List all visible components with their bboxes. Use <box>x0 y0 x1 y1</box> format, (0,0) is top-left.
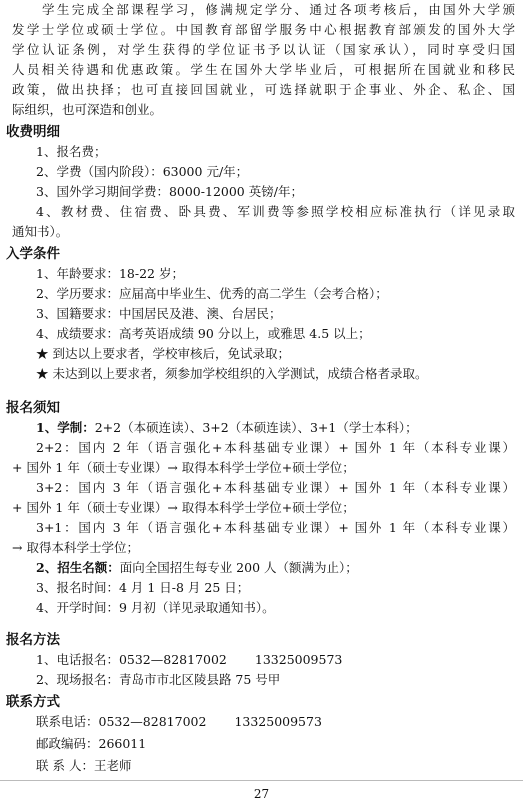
intro-line-3: 学位认证条例，对学生获得的学位证书予以认证（国家承认），同时享受归国 <box>12 42 515 57</box>
register-phone-label: 1、电话报名：0532—82817002 <box>36 652 227 667</box>
notice-item-2-text: 面向全国招生每专业 200 人（额满为止）； <box>119 560 358 575</box>
admission-item-2: 2、学历要求：应届高中毕业生、优秀的高二学生（会考合格）； <box>36 286 388 301</box>
page-footer <box>0 780 523 808</box>
fees-heading: 收费明细 <box>6 124 60 140</box>
program-3-1-line-1: 3+1：国内 3 年（语言强化+本科基础专业课）+ 国外 1 年（本科专业课） <box>36 520 515 535</box>
notice-item-1-label: 1、学制： <box>36 420 95 435</box>
fees-item-4-cont: 通知书）。 <box>12 224 69 239</box>
contact-postcode: 邮政编码：266011 <box>36 736 147 751</box>
admission-star-1: ★ 到达以上要求者，学校审核后，免试录取； <box>36 346 290 361</box>
contact-heading: 联系方式 <box>6 694 60 710</box>
admission-star-2: ★ 未达到以上要求者，须参加学校组织的入学测试，成绩合格者录取。 <box>36 366 428 381</box>
notice-item-2-label: 2、招生名额： <box>36 560 120 575</box>
contact-person: 联 系 人：王老师 <box>36 758 132 773</box>
fees-item-4: 4、教材费、住宿费、卧具费、军训费等参照学校相应标准执行（详见录取 <box>36 204 515 219</box>
fees-item-1: 1、报名费； <box>36 144 107 159</box>
admission-item-1: 1、年龄要求：18-22 岁； <box>36 266 184 281</box>
program-3-2-line-2: + 国外 1 年（硕士专业课）→ 取得本科学士学位+硕士学位； <box>12 500 355 515</box>
fees-item-2: 2、学费（国内阶段）：63000 元/年； <box>36 164 249 179</box>
page-number: 27 <box>253 787 270 801</box>
program-3-2-line-1: 3+2：国内 3 年（语言强化+本科基础专业课）+ 国外 1 年（本科专业课） <box>36 480 515 495</box>
intro-line-1: 学生完成全部课程学习，修满规定学分、通过各项考核后，由国外大学颁 <box>42 2 515 17</box>
intro-line-5: 政策，做出抉择；也可直接回国就业，可选择就职于企事业、外企、私企、国 <box>12 82 515 97</box>
fees-item-3: 3、国外学习期间学费：8000-12000 英镑/年； <box>36 184 303 199</box>
notice-item-3: 3、报名时间：4 月 1 日-8 月 25 日； <box>36 580 250 595</box>
contact-phone-mobile: 13325009573 <box>234 714 322 729</box>
admission-item-3: 3、国籍要求：中国居民及港、澳、台居民； <box>36 306 282 321</box>
intro-line-6: 际组织，也可深造和创业。 <box>12 102 163 117</box>
program-3-1-line-2: → 取得本科学士学位； <box>12 540 139 555</box>
notice-item-1-text: 2+2（本硕连读）、3+2（本硕连读）、3+1（学士本科）； <box>94 420 418 435</box>
notice-item-4: 4、开学时间：9 月初（详见录取通知书）。 <box>36 600 275 615</box>
admission-item-4: 4、成绩要求：高考英语成绩 90 分以上，或雅思 4.5 以上； <box>36 326 371 341</box>
intro-line-2: 发学士学位或硕士学位。中国教育部留学服务中心根据教育部颁发的国外大学 <box>12 22 515 37</box>
program-2-2-line-1: 2+2：国内 2 年（语言强化+本科基础专业课）+ 国外 1 年（本科专业课） <box>36 440 515 455</box>
contact-phone-label: 联系电话：0532—82817002 <box>36 714 207 729</box>
admission-heading: 入学条件 <box>6 246 60 262</box>
register-onsite: 2、现场报名：青岛市市北区陵县路 75 号甲 <box>36 672 281 687</box>
program-2-2-line-2: + 国外 1 年（硕士专业课）→ 取得本科学士学位+硕士学位； <box>12 460 355 475</box>
notice-heading: 报名须知 <box>6 400 60 416</box>
register-phone-mobile: 13325009573 <box>254 652 343 667</box>
register-heading: 报名方法 <box>6 632 60 648</box>
intro-line-4: 人员相关待遇和优惠政策。学生在国外大学毕业后，可根据所在国就业和移民 <box>12 62 515 77</box>
